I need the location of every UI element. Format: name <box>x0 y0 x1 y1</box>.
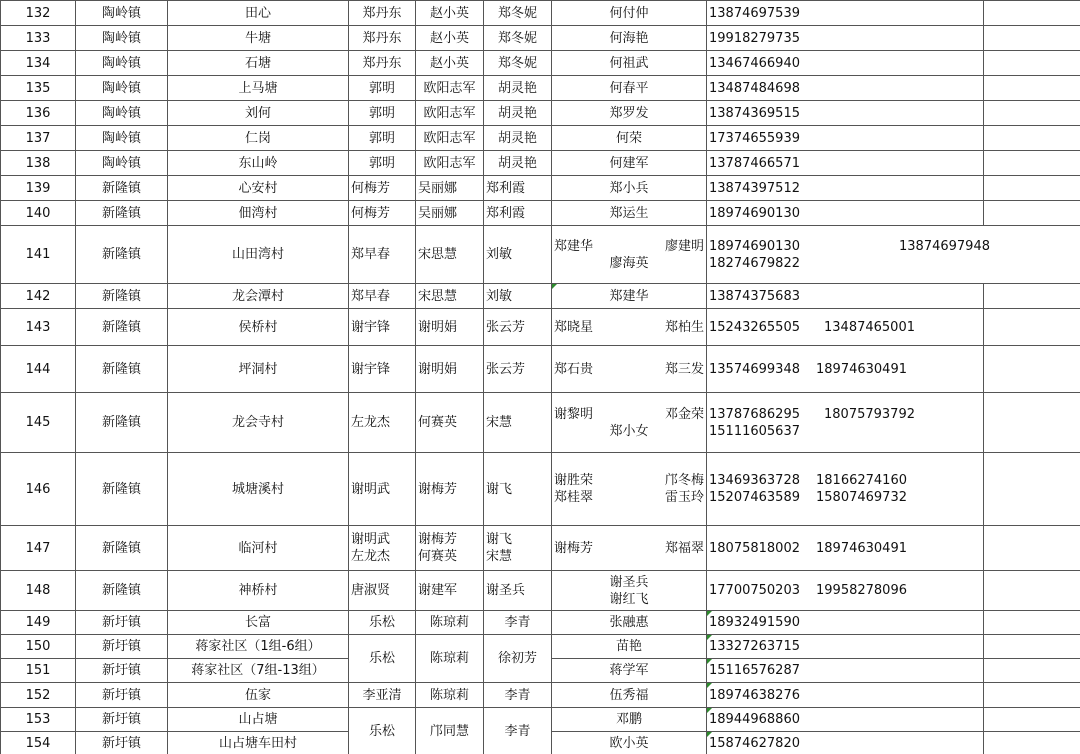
phone-number: 15207463589 <box>709 490 800 505</box>
village-cell[interactable]: 城塘溪村 <box>168 453 349 526</box>
phone-number: 13487465001 <box>824 319 915 335</box>
table-row <box>1 571 1080 611</box>
person-b-cell[interactable]: 宋思慧 <box>416 226 484 284</box>
person-c-cell[interactable]: 刘敏 <box>484 284 552 309</box>
person-c-cell[interactable]: 宋慧 <box>484 393 552 453</box>
village-cell[interactable]: 侯桥村 <box>168 309 349 346</box>
person-name: 左龙杰 <box>351 549 391 564</box>
phone-number: 18974630491 <box>816 540 907 556</box>
person-a-cell[interactable]: 何梅芳 <box>349 201 416 226</box>
person-a-cell[interactable]: 郑丹东 <box>349 1 416 26</box>
person-c-cell[interactable] <box>484 526 552 571</box>
table-row <box>1 126 1080 151</box>
phone-number: 13574699348 <box>709 361 800 377</box>
village-cell[interactable]: 蒋家社区（7组-13组） <box>168 659 349 683</box>
person-b-cell[interactable]: 陈琼莉 <box>416 611 484 635</box>
empty-cell[interactable] <box>984 101 1080 126</box>
person-b-cell[interactable]: 谢明娟 <box>416 309 484 346</box>
village-cell[interactable]: 山占塘 <box>168 708 349 732</box>
phone-line <box>709 582 981 599</box>
empty-cell[interactable] <box>984 635 1080 659</box>
phone-cell[interactable] <box>707 346 984 393</box>
phone-cell[interactable]: 13327263715 <box>707 635 984 659</box>
empty-cell[interactable] <box>984 176 1080 201</box>
person-a-cell[interactable]: 乐松 <box>349 708 416 754</box>
empty-cell[interactable] <box>984 611 1080 635</box>
row-number[interactable]: 141 <box>1 226 76 284</box>
phone-cell[interactable]: 15874627820 <box>707 732 984 754</box>
table-row <box>1 309 1080 346</box>
row-number[interactable]: 147 <box>1 526 76 571</box>
contact-cell[interactable]: 何建军 <box>552 151 707 176</box>
table-row <box>1 176 1080 201</box>
table-row <box>1 151 1080 176</box>
town-cell[interactable]: 新隆镇 <box>76 176 168 201</box>
town-cell[interactable]: 新圩镇 <box>76 611 168 635</box>
village-cell[interactable]: 临河村 <box>168 526 349 571</box>
phone-cell[interactable] <box>707 226 1080 284</box>
contact-cell[interactable]: 张融惠 <box>552 611 707 635</box>
phone-line <box>709 319 981 336</box>
town-cell[interactable]: 新隆镇 <box>76 346 168 393</box>
empty-cell[interactable] <box>984 683 1080 708</box>
table-row <box>1 708 1080 732</box>
person-b-cell[interactable]: 吴丽娜 <box>416 176 484 201</box>
row-number[interactable]: 134 <box>1 51 76 76</box>
person-c-cell[interactable]: 胡灵艳 <box>484 126 552 151</box>
phone-number: 15111605637 <box>709 423 800 439</box>
empty-cell[interactable] <box>984 346 1080 393</box>
phone-number: 18974690130 <box>709 238 800 254</box>
person-c-cell[interactable]: 郑冬妮 <box>484 26 552 51</box>
phone-line <box>709 472 981 489</box>
contact-cell[interactable]: 郑罗发 <box>552 101 707 126</box>
phone-line <box>709 489 981 506</box>
phone-cell[interactable] <box>707 309 984 346</box>
row-number[interactable]: 145 <box>1 393 76 453</box>
empty-cell[interactable] <box>984 393 1080 453</box>
contact-cell[interactable]: 郑建华 <box>552 284 707 309</box>
table-row <box>1 226 1080 284</box>
contact-name: 郑柏生 <box>664 319 704 335</box>
empty-cell[interactable] <box>984 708 1080 732</box>
empty-cell[interactable] <box>984 284 1080 309</box>
person-c-cell[interactable]: 张云芳 <box>484 346 552 393</box>
village-cell[interactable]: 刘何 <box>168 101 349 126</box>
empty-cell[interactable] <box>984 51 1080 76</box>
contact-cell[interactable]: 何付仲 <box>552 1 707 26</box>
town-cell[interactable]: 新圩镇 <box>76 683 168 708</box>
contact-name: 郑桂翠 <box>554 490 594 505</box>
person-c-cell[interactable]: 胡灵艳 <box>484 101 552 126</box>
person-a-cell[interactable]: 郭明 <box>349 101 416 126</box>
phone-cell[interactable]: 15116576287 <box>707 659 984 683</box>
person-c-cell[interactable]: 谢圣兵 <box>484 571 552 611</box>
table-row <box>1 76 1080 101</box>
person-b-cell[interactable]: 陈琼莉 <box>416 635 484 683</box>
person-b-cell[interactable] <box>416 526 484 571</box>
contact-cell[interactable]: 何祖武 <box>552 51 707 76</box>
town-cell[interactable]: 新隆镇 <box>76 201 168 226</box>
village-cell[interactable]: 佃湾村 <box>168 201 349 226</box>
row-number[interactable]: 139 <box>1 176 76 201</box>
person-b-cell[interactable]: 宋思慧 <box>416 284 484 309</box>
person-c-cell[interactable]: 胡灵艳 <box>484 151 552 176</box>
person-b-cell[interactable]: 赵小英 <box>416 51 484 76</box>
person-a-cell[interactable]: 乐松 <box>349 611 416 635</box>
person-c-cell[interactable]: 李青 <box>484 708 552 754</box>
row-number[interactable]: 142 <box>1 284 76 309</box>
contact-name: 谢梅芳 <box>554 540 594 556</box>
phone-cell[interactable]: 13874369515 <box>707 101 984 126</box>
village-cell[interactable]: 神桥村 <box>168 571 349 611</box>
town-cell[interactable]: 新隆镇 <box>76 309 168 346</box>
empty-cell[interactable] <box>984 659 1080 683</box>
phone-line <box>709 406 981 423</box>
phone-number: 15807469732 <box>816 490 907 505</box>
table-row <box>1 611 1080 635</box>
contact-cell[interactable]: 何海艳 <box>552 26 707 51</box>
table-row <box>1 201 1080 226</box>
row-number[interactable]: 140 <box>1 201 76 226</box>
person-a-cell[interactable]: 何梅芳 <box>349 176 416 201</box>
phone-number: 19958278096 <box>816 583 907 598</box>
contact-name: 谢黎明 <box>554 406 594 422</box>
person-a-cell[interactable]: 郑丹东 <box>349 26 416 51</box>
contact-cell[interactable]: 何荣 <box>552 126 707 151</box>
row-number[interactable]: 149 <box>1 611 76 635</box>
person-a-cell[interactable]: 郭明 <box>349 151 416 176</box>
phone-cell[interactable]: 13787466571 <box>707 151 984 176</box>
empty-cell[interactable] <box>984 76 1080 101</box>
phone-number: 13787686295 <box>709 406 800 422</box>
person-c-cell[interactable]: 郑冬妮 <box>484 1 552 26</box>
phone-cell[interactable] <box>707 393 984 453</box>
contact-pair <box>554 406 704 423</box>
phone-cell[interactable] <box>707 526 984 571</box>
village-cell[interactable]: 心安村 <box>168 176 349 201</box>
person-b-cell[interactable]: 欧阳志军 <box>416 76 484 101</box>
empty-cell[interactable] <box>984 126 1080 151</box>
phone-number: 15243265505 <box>709 319 800 335</box>
person-b-cell[interactable]: 陈琼莉 <box>416 683 484 708</box>
person-name: 谢飞 <box>486 532 513 547</box>
person-name: 谢明武 <box>351 532 391 547</box>
contact-pair <box>554 319 704 336</box>
table-row <box>1 1 1080 26</box>
phone-number: 13469363728 <box>709 473 800 488</box>
empty-cell[interactable] <box>984 1 1080 26</box>
person-c-cell[interactable]: 郑利霞 <box>484 201 552 226</box>
contact-name: 郑晓星 <box>554 319 594 335</box>
contact-name: 雷玉玲 <box>664 490 704 505</box>
contact-cell[interactable]: 欧小英 <box>552 732 707 754</box>
phone-number: 17700750203 <box>709 583 800 598</box>
person-b-cell[interactable]: 吴丽娜 <box>416 201 484 226</box>
town-cell[interactable]: 新圩镇 <box>76 732 168 754</box>
contact-name: 邓金荣 <box>664 406 704 422</box>
table-row <box>1 26 1080 51</box>
person-a-cell[interactable]: 谢明武 <box>349 453 416 526</box>
town-cell[interactable]: 新隆镇 <box>76 571 168 611</box>
row-number[interactable]: 153 <box>1 708 76 732</box>
village-cell[interactable]: 坪洞村 <box>168 346 349 393</box>
person-a-cell[interactable] <box>349 526 416 571</box>
village-cell[interactable]: 石塘 <box>168 51 349 76</box>
person-a-cell[interactable]: 左龙杰 <box>349 393 416 453</box>
contact-cell[interactable] <box>552 346 707 393</box>
contact-cell[interactable]: 蒋学军 <box>552 659 707 683</box>
contact-cell[interactable]: 何春平 <box>552 76 707 101</box>
table-row <box>1 526 1080 571</box>
contact-cell[interactable]: 邓鹏 <box>552 708 707 732</box>
village-cell[interactable]: 仁岗 <box>168 126 349 151</box>
person-b-cell[interactable]: 谢建军 <box>416 571 484 611</box>
person-c-cell[interactable]: 徐初芳 <box>484 635 552 683</box>
contact-name: 郑小女 <box>609 423 649 439</box>
row-number[interactable]: 150 <box>1 635 76 659</box>
contact-name: 郑福翠 <box>664 540 704 556</box>
row-number[interactable]: 144 <box>1 346 76 393</box>
person-a-cell[interactable]: 谢宇锋 <box>349 309 416 346</box>
contact-cell[interactable]: 郑小兵 <box>552 176 707 201</box>
village-cell[interactable]: 山占塘车田村 <box>168 732 349 754</box>
town-cell[interactable]: 陶岭镇 <box>76 126 168 151</box>
phone-cell[interactable]: 18974690130 <box>707 201 984 226</box>
phone-line <box>709 540 981 557</box>
row-number[interactable]: 138 <box>1 151 76 176</box>
town-cell[interactable]: 新圩镇 <box>76 635 168 659</box>
town-cell[interactable]: 新隆镇 <box>76 453 168 526</box>
town-cell[interactable]: 新圩镇 <box>76 708 168 732</box>
contact-pair <box>554 472 704 489</box>
contact-pair <box>554 361 704 378</box>
table-row <box>1 683 1080 708</box>
person-name: 谢梅芳 <box>418 532 458 547</box>
row-number[interactable]: 151 <box>1 659 76 683</box>
row-number[interactable]: 146 <box>1 453 76 526</box>
person-c-cell[interactable]: 郑冬妮 <box>484 51 552 76</box>
town-cell[interactable]: 陶岭镇 <box>76 51 168 76</box>
table-row <box>1 284 1080 309</box>
phone-number: 18075818002 <box>709 540 800 556</box>
row-number[interactable]: 132 <box>1 1 76 26</box>
person-b-cell[interactable]: 欧阳志军 <box>416 126 484 151</box>
person-a-cell[interactable]: 乐松 <box>349 635 416 683</box>
phone-cell[interactable] <box>707 571 984 611</box>
phone-cell[interactable]: 13874697539 <box>707 1 984 26</box>
village-cell[interactable]: 牛塘 <box>168 26 349 51</box>
person-b-cell[interactable]: 邝同慧 <box>416 708 484 754</box>
person-a-cell[interactable]: 谢宇锋 <box>349 346 416 393</box>
phone-cell[interactable]: 13874397512 <box>707 176 984 201</box>
town-cell[interactable]: 新隆镇 <box>76 526 168 571</box>
table-row <box>1 393 1080 453</box>
town-cell[interactable]: 陶岭镇 <box>76 151 168 176</box>
table-row <box>1 635 1080 659</box>
row-number[interactable]: 152 <box>1 683 76 708</box>
person-b-cell[interactable]: 何赛英 <box>416 393 484 453</box>
contact-cell[interactable] <box>552 309 707 346</box>
phone-number: 18974630491 <box>816 361 907 377</box>
contact-cell[interactable] <box>552 453 707 526</box>
town-cell[interactable]: 陶岭镇 <box>76 101 168 126</box>
phone-cell[interactable]: 13874375683 <box>707 284 984 309</box>
row-number[interactable]: 136 <box>1 101 76 126</box>
village-cell[interactable]: 上马塘 <box>168 76 349 101</box>
contact-name: 谢红飞 <box>609 591 649 607</box>
person-b-cell[interactable]: 赵小英 <box>416 1 484 26</box>
row-number[interactable]: 135 <box>1 76 76 101</box>
empty-cell[interactable] <box>984 453 1080 526</box>
town-cell[interactable]: 陶岭镇 <box>76 76 168 101</box>
empty-cell[interactable] <box>984 309 1080 346</box>
person-c-cell[interactable]: 张云芳 <box>484 309 552 346</box>
contact-pair <box>554 540 704 557</box>
phone-cell[interactable]: 13487484698 <box>707 76 984 101</box>
village-cell[interactable]: 龙会潭村 <box>168 284 349 309</box>
contact-name: 郑三发 <box>664 361 704 377</box>
person-b-cell[interactable]: 赵小英 <box>416 26 484 51</box>
contact-name: 廖建明 <box>664 238 704 254</box>
person-c-cell[interactable]: 谢飞 <box>484 453 552 526</box>
contact-name: 邝冬梅 <box>664 473 704 488</box>
person-c-cell[interactable]: 郑利霞 <box>484 176 552 201</box>
empty-cell[interactable] <box>984 151 1080 176</box>
contact-name: 廖海英 <box>609 255 649 271</box>
person-c-cell[interactable]: 刘敏 <box>484 226 552 284</box>
person-a-cell[interactable]: 唐淑贤 <box>349 571 416 611</box>
row-number[interactable]: 154 <box>1 732 76 754</box>
person-b-cell[interactable]: 谢明娟 <box>416 346 484 393</box>
town-cell[interactable]: 陶岭镇 <box>76 1 168 26</box>
phone-line <box>709 238 1078 255</box>
phone-number: 13874697948 <box>899 238 990 254</box>
contact-cell[interactable] <box>552 393 707 453</box>
village-cell[interactable]: 蒋家社区（1组-6组） <box>168 635 349 659</box>
empty-cell[interactable] <box>984 732 1080 754</box>
phone-cell[interactable] <box>707 453 984 526</box>
contact-cell[interactable] <box>552 526 707 571</box>
person-a-cell[interactable]: 郑早春 <box>349 226 416 284</box>
phone-cell[interactable]: 18932491590 <box>707 611 984 635</box>
phone-line <box>709 361 981 378</box>
table-row <box>1 346 1080 393</box>
village-cell[interactable]: 东山岭 <box>168 151 349 176</box>
row-number[interactable]: 137 <box>1 126 76 151</box>
person-c-cell[interactable]: 李青 <box>484 683 552 708</box>
person-name: 宋慧 <box>486 549 513 564</box>
table-row <box>1 453 1080 526</box>
contact-name: 郑建华 <box>554 238 594 254</box>
person-a-cell[interactable]: 郑丹东 <box>349 51 416 76</box>
row-number[interactable]: 133 <box>1 26 76 51</box>
person-a-cell[interactable]: 郭明 <box>349 76 416 101</box>
town-cell[interactable]: 新圩镇 <box>76 659 168 683</box>
phone-cell[interactable]: 17374655939 <box>707 126 984 151</box>
person-a-cell[interactable]: 郭明 <box>349 126 416 151</box>
contact-cell[interactable] <box>552 226 707 284</box>
table-row <box>1 51 1080 76</box>
empty-cell[interactable] <box>984 26 1080 51</box>
phone-cell[interactable]: 18974638276 <box>707 683 984 708</box>
person-b-cell[interactable]: 谢梅芳 <box>416 453 484 526</box>
contact-name: 谢圣兵 <box>609 574 649 590</box>
village-cell[interactable]: 田心 <box>168 1 349 26</box>
empty-cell[interactable] <box>984 526 1080 571</box>
phone-number: 18274679822 <box>709 255 800 271</box>
phone-cell[interactable]: 18944968860 <box>707 708 984 732</box>
contact-cell[interactable]: 郑运生 <box>552 201 707 226</box>
table-row <box>1 101 1080 126</box>
town-cell[interactable]: 新隆镇 <box>76 284 168 309</box>
empty-cell[interactable] <box>984 201 1080 226</box>
phone-cell[interactable]: 13467466940 <box>707 51 984 76</box>
person-a-cell[interactable]: 李亚清 <box>349 683 416 708</box>
person-b-cell[interactable]: 欧阳志军 <box>416 101 484 126</box>
contact-cell[interactable]: 苗艳 <box>552 635 707 659</box>
town-cell[interactable]: 新隆镇 <box>76 393 168 453</box>
phone-number: 18166274160 <box>816 473 907 488</box>
village-cell[interactable]: 龙会寺村 <box>168 393 349 453</box>
contact-cell[interactable]: 伍秀福 <box>552 683 707 708</box>
phone-cell[interactable]: 19918279735 <box>707 26 984 51</box>
empty-cell[interactable] <box>984 571 1080 611</box>
contact-cell[interactable] <box>552 571 707 611</box>
contact-name: 郑石贵 <box>554 361 594 377</box>
phone-number: 18075793792 <box>824 406 915 422</box>
village-cell[interactable]: 伍家 <box>168 683 349 708</box>
person-name: 何赛英 <box>418 549 458 564</box>
row-number[interactable]: 143 <box>1 309 76 346</box>
person-b-cell[interactable]: 欧阳志军 <box>416 151 484 176</box>
town-cell[interactable]: 新隆镇 <box>76 226 168 284</box>
village-cell[interactable]: 山田湾村 <box>168 226 349 284</box>
person-c-cell[interactable]: 李青 <box>484 611 552 635</box>
town-cell[interactable]: 陶岭镇 <box>76 26 168 51</box>
person-c-cell[interactable]: 胡灵艳 <box>484 76 552 101</box>
contact-name: 谢胜荣 <box>554 473 594 488</box>
village-cell[interactable]: 长富 <box>168 611 349 635</box>
row-number[interactable]: 148 <box>1 571 76 611</box>
contact-pair <box>554 238 704 255</box>
person-a-cell[interactable]: 郑早春 <box>349 284 416 309</box>
contact-pair <box>554 489 704 506</box>
